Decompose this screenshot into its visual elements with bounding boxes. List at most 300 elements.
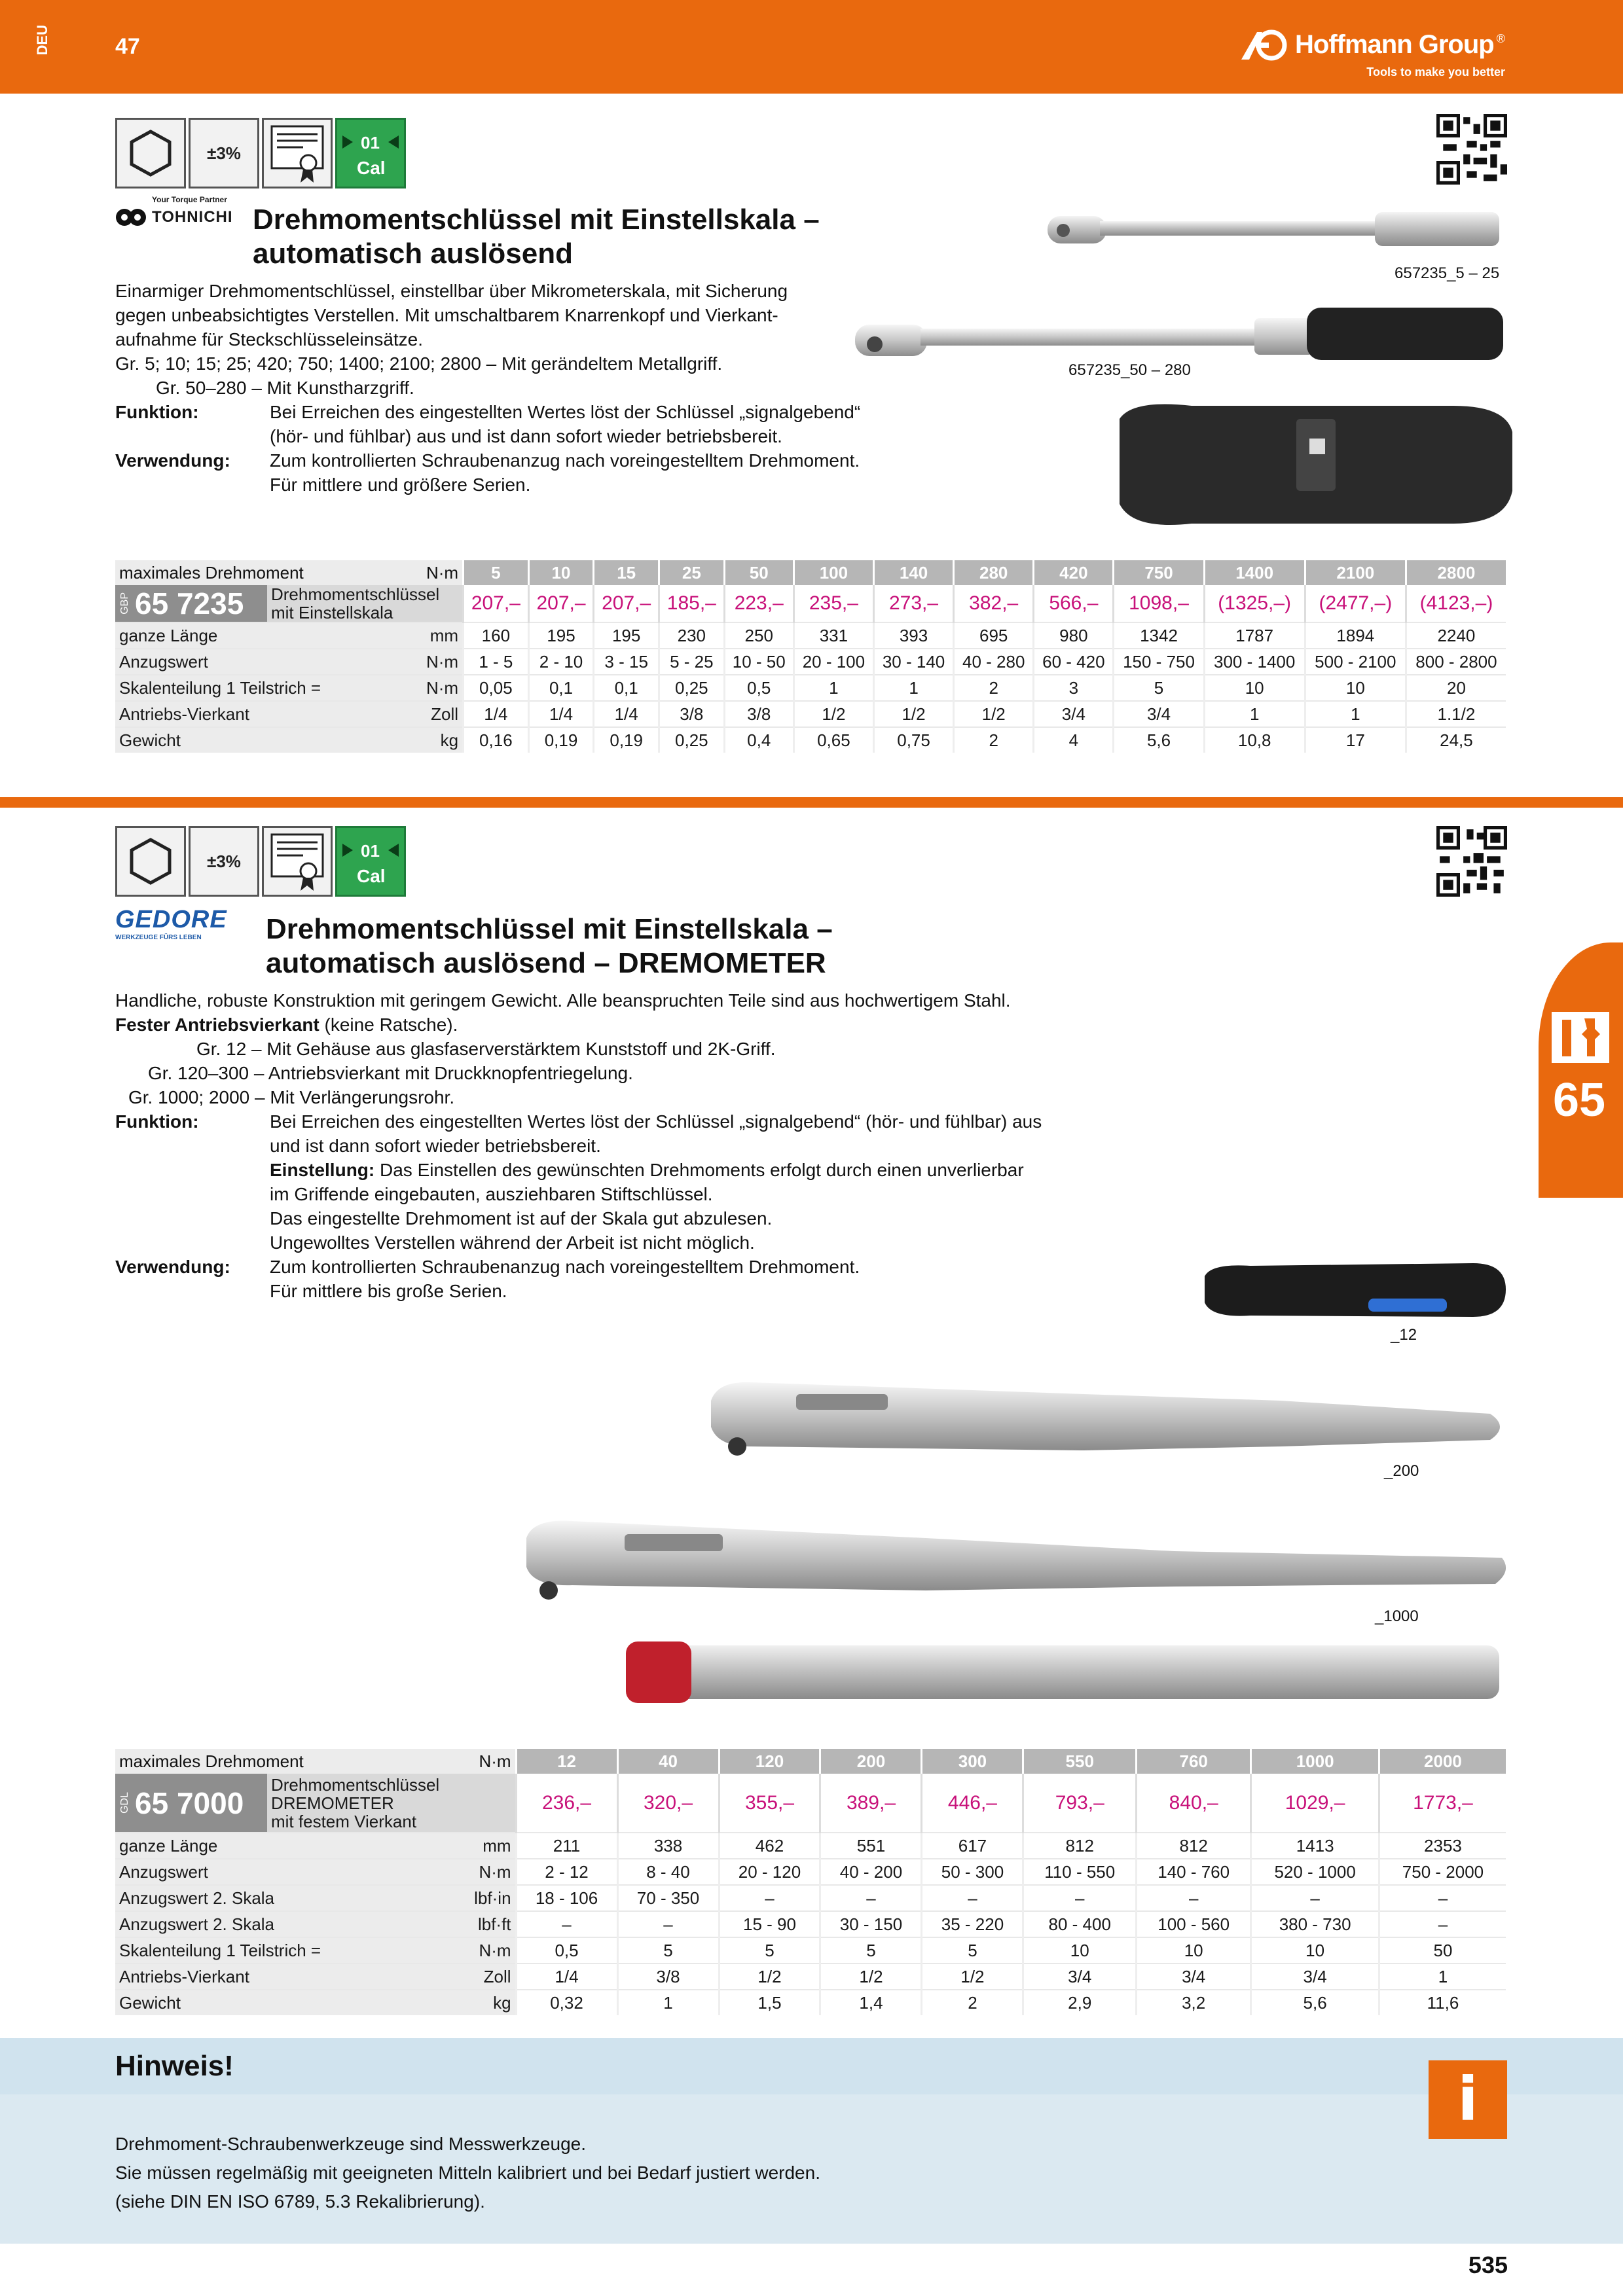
price-cell[interactable]: 273,– [873,585,953,622]
section1-spec-table [115,560,1506,753]
resin-grip-image [1113,393,1519,537]
table-cell: 0,1 [594,675,659,701]
tohnichi-tagline: Your Torque Partner [152,195,227,204]
header-bar [0,0,1623,94]
price-cell[interactable]: 185,– [659,585,725,622]
price-cell[interactable]: 382,– [954,585,1034,622]
table-row [115,649,1506,675]
table-cell: 812 [1137,1833,1251,1859]
price-cell[interactable]: 207,– [528,585,594,622]
verwendung-text: Zum kontrollierten Schraubenanzug nach voreingestelltem Drehmoment. [270,450,860,471]
table-cell: 24,5 [1406,727,1506,753]
row-label: ganze Länge [115,622,382,649]
size-header: 1000 [1251,1749,1379,1774]
max-torque-unit: N·m [382,560,463,585]
table-cell: 230 [659,622,725,649]
table-cell: 3/8 [724,701,793,727]
section2-title-line2: automatisch auslösend – DREMOMETER [266,947,826,979]
table-cell: 10 [1251,1937,1379,1964]
table-cell: 10,8 [1204,727,1305,753]
table-cell: 195 [594,622,659,649]
cal-label: Cal [357,866,386,886]
table-cell: 1/2 [719,1964,820,1990]
size-header: 120 [719,1749,820,1774]
table-cell: 0,65 [793,727,873,753]
article-description [267,1774,516,1833]
table-cell: 8 - 40 [617,1859,719,1885]
gedore-logo [115,906,227,941]
table-cell: 40 - 200 [820,1859,922,1885]
page-number: 535 [1468,2251,1508,2278]
table-cell: 1/2 [820,1964,922,1990]
row-unit: N·m [406,1859,516,1885]
table-cell: 20 - 100 [793,649,873,675]
table-cell: 695 [954,622,1034,649]
hinweis-line: (siehe DIN EN ISO 6789, 5.3 Rekalibrierung). [115,2191,485,2212]
row-label: Antriebs-Vierkant [115,1964,406,1990]
table-cell: 2353 [1379,1833,1506,1859]
size-header: 25 [659,560,725,585]
verwendung-text: Für mittlere bis große Serien. [270,1281,507,1301]
row-label: Anzugswert [115,649,382,675]
price-cell[interactable]: 320,– [617,1774,719,1833]
table-row [115,622,1506,649]
table-cell: – [1379,1885,1506,1911]
table-cell: 18 - 106 [516,1885,617,1911]
row-unit: N·m [406,1937,516,1964]
hinweis-line: Drehmoment-Schraubenwerkzeuge sind Messwerkzeuge. [115,2134,587,2154]
table-cell: 100 - 560 [1137,1911,1251,1937]
dremometer-200-image [704,1374,1512,1473]
size-header: 1400 [1204,560,1305,585]
table-row [115,1937,1506,1964]
table-cell: 750 - 2000 [1379,1859,1506,1885]
size-note: Gr. 12 – Mit Gehäuse aus glasfaserverstärktem Kunststoff und 2K-Griff. [196,1039,776,1059]
table-cell: – [1251,1885,1379,1911]
table-cell: 1 [617,1990,719,2015]
row-unit: mm [406,1833,516,1859]
size-header: 200 [820,1749,922,1774]
certificate-icon [262,826,333,897]
table-cell: 35 - 220 [922,1911,1023,1937]
table-cell: 1/4 [594,701,659,727]
size-note: Gr. 1000; 2000 – Mit Verlängerungsrohr. [128,1087,455,1107]
section-divider [0,797,1623,808]
funktion-text: (hör- und fühlbar) aus und ist dann sofort wieder betriebsbereit. [270,426,782,446]
calibration-badge [335,826,406,897]
size-header: 2000 [1379,1749,1506,1774]
hoffmann-logo[interactable] [1240,25,1505,79]
section1-title-line1: Drehmomentschlüssel mit Einstellskala – [253,204,820,236]
row-label: Gewicht [115,727,382,753]
table-cell: 1/2 [922,1964,1023,1990]
row-label: Anzugswert 2. Skala [115,1911,406,1937]
size-header: 2100 [1305,560,1406,585]
table-cell: – [516,1911,617,1937]
chapter-number: 65 [1553,1074,1606,1126]
table-cell: 5 [922,1937,1023,1964]
article-number[interactable] [115,1774,267,1833]
price-cell[interactable]: 1098,– [1114,585,1204,622]
table-cell: 0,75 [873,727,953,753]
table-cell: 0,25 [659,727,725,753]
funktion-label: Funktion: [115,402,199,422]
table-cell: 10 - 50 [724,649,793,675]
price-row [115,585,1506,622]
table-cell: 10 [1204,675,1305,701]
table-cell: 1,5 [719,1990,820,2015]
table-cell: 5,6 [1114,727,1204,753]
table-cell: 980 [1034,622,1114,649]
table-cell: 15 - 90 [719,1911,820,1937]
price-cell[interactable]: 1029,– [1251,1774,1379,1833]
cal-label: Cal [357,158,386,178]
table-cell: – [1379,1911,1506,1937]
table-cell: 2 [922,1990,1023,2015]
dremometer-1000-image [520,1512,1512,1610]
verwendung-label: Verwendung: [115,1257,230,1277]
size-header: 420 [1034,560,1114,585]
table-cell: 3,2 [1137,1990,1251,2015]
size-header: 2800 [1406,560,1506,585]
row-label: Skalenteilung 1 Teilstrich = [115,1937,406,1964]
fester-text: (keine Ratsche). [319,1014,458,1035]
price-cell[interactable]: 207,– [594,585,659,622]
qr-code-icon[interactable] [1436,114,1507,185]
table-cell: 3/4 [1114,701,1204,727]
price-cell[interactable]: 1773,– [1379,1774,1506,1833]
size-header: 10 [528,560,594,585]
row-unit: N·m [382,675,463,701]
article-description-line: Drehmomentschlüssel [271,1774,440,1795]
size-header: 300 [922,1749,1023,1774]
torque-wrench-small-image [1034,196,1512,262]
table-row [115,1885,1506,1911]
price-cell[interactable]: 566,– [1034,585,1114,622]
table-cell: 60 - 420 [1034,649,1114,675]
table-cell: 1342 [1114,622,1204,649]
einstellung-text: Ungewolltes Verstellen während der Arbeit ist nicht möglich. [270,1232,755,1253]
table-cell: 520 - 1000 [1251,1859,1379,1885]
table-cell: 2 [954,727,1034,753]
size-header: 50 [724,560,793,585]
table-cell: 1,4 [820,1990,922,2015]
verwendung-text: Für mittlere und größere Serien. [270,475,531,495]
hexagon-icon [115,826,186,897]
section1-description [115,279,875,497]
section1-title [253,203,820,271]
table-cell: 140 - 760 [1137,1859,1251,1885]
table-cell: 0,5 [516,1937,617,1964]
table-cell: 5 - 25 [659,649,725,675]
table-cell: 30 - 140 [873,649,953,675]
dremometer-12-image [1198,1257,1512,1329]
row-label: Gewicht [115,1990,406,2015]
table-header-row [115,1749,1506,1774]
einstellung-text: Das Einstellen des gewünschten Drehmoments erfolgt durch einen unverlierbar [374,1160,1024,1180]
table-cell: 0,25 [659,675,725,701]
table-cell: 20 [1406,675,1506,701]
article-number-text: 65 7000 [135,1785,244,1820]
info-icon: i [1429,2060,1507,2139]
table-cell: 5 [617,1937,719,1964]
tolerance-icon [189,118,259,188]
table-cell: 0,1 [528,675,594,701]
price-cell[interactable]: (4123,–) [1406,585,1506,622]
size-header: 750 [1114,560,1204,585]
row-unit: kg [406,1990,516,2015]
table-cell: 331 [793,622,873,649]
table-cell: 1 [793,675,873,701]
table-cell: 0,4 [724,727,793,753]
max-torque-unit: N·m [406,1749,516,1774]
table-cell: 5 [719,1937,820,1964]
section2-intro: Handliche, robuste Konstruktion mit geringem Gewicht. Alle beanspruchten Teile sind aus hochwertigem Stahl. [115,990,1011,1011]
table-cell: 17 [1305,727,1406,753]
table-cell: – [1137,1885,1251,1911]
gedore-tagline: WERKZEUGE FÜRS LEBEN [115,934,202,941]
table-cell: 40 - 280 [954,649,1034,675]
section2-description [115,988,1084,1303]
caption-small: 657235_5 – 25 [1395,264,1500,282]
table-cell: – [1023,1885,1137,1911]
table-cell: 3/4 [1137,1964,1251,1990]
table-cell: 2 - 10 [528,649,594,675]
table-cell: – [922,1885,1023,1911]
section2-title [266,912,833,980]
verwendung-text: Zum kontrollierten Schraubenanzug nach voreingestelltem Drehmoment. [270,1257,860,1277]
row-unit: lbf·in [406,1885,516,1911]
price-cell[interactable]: 236,– [516,1774,617,1833]
table-cell: – [719,1885,820,1911]
table-cell: 1 [1379,1964,1506,1990]
table-cell: 3 [1034,675,1114,701]
table-cell: 0,32 [516,1990,617,2015]
table-header-row [115,560,1506,585]
size-note: Gr. 120–300 – Antriebsvierkant mit Druckknopfentriegelung. [148,1063,633,1083]
tohnichi-logo-icon [115,204,148,230]
table-cell: 551 [820,1833,922,1859]
table-cell: 110 - 550 [1023,1859,1137,1885]
table-cell: 80 - 400 [1023,1911,1137,1937]
table-cell: 0,19 [594,727,659,753]
table-cell: 393 [873,622,953,649]
article-prefix: GBP [119,592,130,615]
table-cell: 3/8 [659,701,725,727]
table-cell: 10 [1137,1937,1251,1964]
caption-12: _12 [1391,1326,1417,1344]
section2-spec-table [115,1749,1506,2015]
table-cell: 3 - 15 [594,649,659,675]
table-row [115,1911,1506,1937]
table-row [115,1964,1506,1990]
table-cell: 50 [1379,1937,1506,1964]
section1-title-line2: automatisch auslösend [253,238,574,270]
row-unit: N·m [382,649,463,675]
table-cell: 5 [1114,675,1204,701]
table-cell: 1 - 5 [464,649,529,675]
hoffmann-logo-icon [1240,28,1287,61]
price-cell[interactable]: 235,– [793,585,873,622]
section1-intro-line: gegen unbeabsichtigtes Verstellen. Mit umschaltbarem Knarrenkopf und Vierkant- [115,305,778,325]
table-row [115,701,1506,727]
table-cell: 300 - 1400 [1204,649,1305,675]
table-cell: 11,6 [1379,1990,1506,2015]
table-cell: 4 [1034,727,1114,753]
einstellung-text: Das eingestellte Drehmoment ist auf der Skala gut abzulesen. [270,1208,773,1229]
table-cell: 1/2 [793,701,873,727]
table-cell: 1/4 [528,701,594,727]
article-description-line: mit festem Vierkant [271,1811,417,1831]
row-label: Anzugswert [115,1859,406,1885]
hinweis-line: Sie müssen regelmäßig mit geeigneten Mitteln kalibriert und bei Bedarf justiert werden. [115,2162,820,2183]
section1-intro-line: Einarmiger Drehmomentschlüssel, einstellbar über Mikrometerskala, mit Sicherung [115,281,788,301]
article-description-line: Drehmomentschlüssel [271,584,440,604]
table-cell: 3/4 [1251,1964,1379,1990]
section1-sizes-resin: Gr. 50–280 – Mit Kunstharzgriff. [156,378,414,398]
row-label: Anzugswert 2. Skala [115,1885,406,1911]
brand-name: Hoffmann Group [1295,29,1494,59]
table-cell: 380 - 730 [1251,1911,1379,1937]
price-cell[interactable]: 355,– [719,1774,820,1833]
table-cell: 1894 [1305,622,1406,649]
gedore-name: GEDORE [115,906,227,933]
table-cell: 5 [820,1937,922,1964]
table-cell: 462 [719,1833,820,1859]
table-cell: 10 [1305,675,1406,701]
hexagon-icon [115,118,186,188]
size-header: 760 [1137,1749,1251,1774]
price-cell[interactable]: (2477,–) [1305,585,1406,622]
extension-tube-image [622,1636,1510,1708]
table-cell: 250 [724,622,793,649]
table-row [115,727,1506,753]
cal-number: 01 [361,133,380,152]
table-cell: 812 [1023,1833,1137,1859]
caption-medium: 657235_50 – 280 [1068,361,1191,379]
table-row [115,1859,1506,1885]
tohnichi-name: TOHNICHI [152,208,233,226]
table-cell: 1/2 [954,701,1034,727]
size-header: 100 [793,560,873,585]
chapter-tab[interactable] [1539,942,1623,1198]
size-header: 40 [617,1749,719,1774]
language-code: DEU [34,25,50,56]
funktion-text: und ist dann sofort wieder betriebsbereit. [270,1136,601,1156]
section1-intro-line: aufnahme für Steckschlüsseleinsätze. [115,329,424,350]
table-cell: 3/4 [1034,701,1114,727]
table-cell: 800 - 2800 [1406,649,1506,675]
table-cell: 150 - 750 [1114,649,1204,675]
article-description-line: DREMOMETER [271,1793,394,1813]
table-cell: 1/2 [873,701,953,727]
size-header: 15 [594,560,659,585]
article-prefix: GDL [119,1792,130,1814]
article-number-text: 65 7235 [135,586,244,620]
table-cell: 1/4 [464,701,529,727]
einstellung-text: im Griffende eingebauten, ausziehbaren Stiftschlüssel. [270,1184,713,1204]
caption-200: _200 [1384,1462,1419,1480]
row-unit: Zoll [382,701,463,727]
funktion-text: Bei Erreichen des eingestellten Wertes löst der Schlüssel „signalgebend“ (hör- und fühlbar) aus [270,1111,1042,1132]
table-cell: 50 - 300 [922,1859,1023,1885]
table-cell: 5,6 [1251,1990,1379,2015]
hinweis-band [0,2038,1623,2094]
brand-registered: ® [1496,31,1505,45]
cal-number: 01 [361,841,380,861]
tools-icon [1548,1008,1613,1067]
tohnichi-logo [115,195,246,230]
price-cell[interactable]: 793,– [1023,1774,1137,1833]
table-cell: 211 [516,1833,617,1859]
table-cell: 338 [617,1833,719,1859]
price-cell[interactable]: 223,– [724,585,793,622]
table-cell: 500 - 2100 [1305,649,1406,675]
table-cell: 3/8 [617,1964,719,1990]
qr-code-icon[interactable] [1436,826,1507,897]
table-cell: 70 - 350 [617,1885,719,1911]
price-cell[interactable]: 207,– [464,585,529,622]
table-cell: 1 [1204,701,1305,727]
table-cell: – [617,1911,719,1937]
row-unit: lbf·ft [406,1911,516,1937]
tolerance-icon [189,826,259,897]
table-cell: – [820,1885,922,1911]
tolerance-text: ±3% [207,851,241,871]
price-cell[interactable]: 446,– [922,1774,1023,1833]
table-row [115,1990,1506,2015]
fester-label: Fester Antriebsvierkant [115,1014,319,1035]
funktion-text: Bei Erreichen des eingestellten Wertes löst der Schlüssel „signalgebend“ [270,402,861,422]
hinweis-title: Hinweis! [115,2050,234,2082]
size-header: 550 [1023,1749,1137,1774]
row-unit: kg [382,727,463,753]
verwendung-label: Verwendung: [115,450,230,471]
price-row [115,1774,1506,1833]
row-unit: mm [382,622,463,649]
max-torque-label: maximales Drehmoment [115,1749,406,1774]
tolerance-text: ±3% [207,143,241,163]
table-cell: 10 [1023,1937,1137,1964]
table-cell: 2 - 12 [516,1859,617,1885]
section1-sizes-metal: Gr. 5; 10; 15; 25; 420; 750; 1400; 2100; 2800 – Mit gerändeltem Metallgriff. [115,353,723,374]
table-cell: 160 [464,622,529,649]
calibration-badge [335,118,406,188]
row-unit: Zoll [406,1964,516,1990]
einstellung-label: Einstellung: [270,1160,375,1180]
table-cell: 1 [1305,701,1406,727]
table-cell: 1.1/2 [1406,701,1506,727]
table-cell: 0,16 [464,727,529,753]
hinweis-text [115,2130,820,2216]
table-row [115,1833,1506,1859]
price-cell[interactable]: 840,– [1137,1774,1251,1833]
table-cell: 1413 [1251,1833,1379,1859]
size-header: 280 [954,560,1034,585]
section2-title-line1: Drehmomentschlüssel mit Einstellskala – [266,913,833,945]
article-number[interactable] [115,585,267,622]
table-cell: 1787 [1204,622,1305,649]
table-cell: 195 [528,622,594,649]
size-header: 5 [464,560,529,585]
hinweis-box [0,2038,1623,2244]
price-cell[interactable]: 389,– [820,1774,922,1833]
table-cell: 2,9 [1023,1990,1137,2015]
catalog-page-number: 47 [115,34,140,59]
table-cell: 1 [873,675,953,701]
price-cell[interactable]: (1325,–) [1204,585,1305,622]
table-cell: 0,19 [528,727,594,753]
